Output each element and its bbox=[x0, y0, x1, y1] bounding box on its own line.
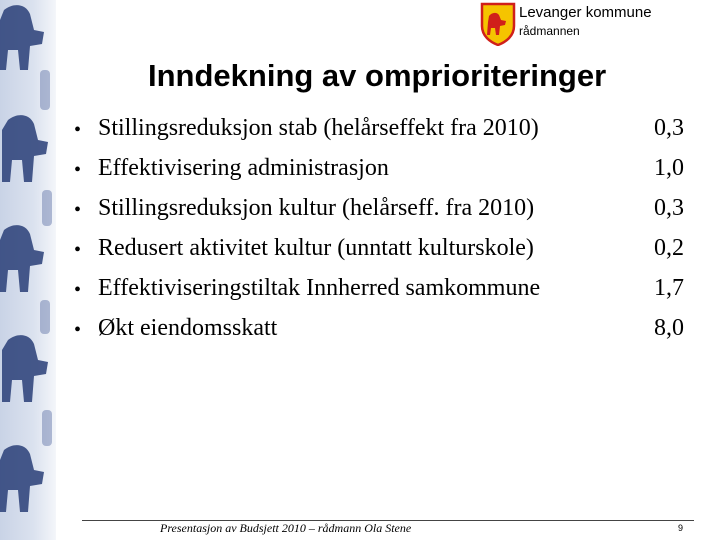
bullet-icon: • bbox=[74, 239, 82, 261]
bullet-icon: • bbox=[74, 279, 82, 301]
bullet-list bbox=[70, 113, 700, 353]
list-item bbox=[70, 113, 700, 153]
item-value: 1,7 bbox=[654, 275, 684, 301]
item-value: 1,0 bbox=[654, 155, 684, 181]
item-value: 0,3 bbox=[654, 115, 684, 141]
item-label: Effektivisering administrasjon bbox=[98, 155, 389, 181]
footer-caption: Presentasjon av Budsjett 2010 – rådmann Ola Stene bbox=[160, 521, 412, 535]
org-logo bbox=[480, 2, 720, 48]
item-label: Effektiviseringstiltak Innherred samkommune bbox=[98, 275, 541, 301]
bullet-icon: • bbox=[74, 199, 82, 221]
page-number: 9 bbox=[678, 523, 684, 533]
list-item bbox=[70, 153, 700, 193]
item-label: Stillingsreduksjon stab (helårseffekt fra 2010) bbox=[98, 115, 539, 141]
item-label: Stillingsreduksjon kultur (helårseff. fra 2010) bbox=[98, 195, 535, 221]
org-department: rådmannen bbox=[519, 24, 580, 38]
item-value: 0,3 bbox=[654, 195, 684, 221]
item-label: Økt eiendomsskatt bbox=[98, 315, 278, 341]
item-label: Redusert aktivitet kultur (unntatt kulturskole) bbox=[98, 235, 534, 261]
bullet-icon: • bbox=[74, 119, 82, 141]
decorative-horse-strip bbox=[0, 0, 56, 540]
shield-horse-icon bbox=[480, 2, 516, 46]
list-item bbox=[70, 273, 700, 313]
list-item bbox=[70, 233, 700, 273]
item-value: 0,2 bbox=[654, 235, 684, 261]
bullet-icon: • bbox=[74, 159, 82, 181]
org-name: Levanger kommune bbox=[519, 4, 652, 21]
horse-pattern-icon bbox=[0, 0, 56, 540]
list-item bbox=[70, 313, 700, 353]
slide-title: Inndekning av omprioriteringer bbox=[148, 58, 607, 93]
bullet-icon: • bbox=[74, 319, 82, 341]
item-value: 8,0 bbox=[654, 315, 684, 341]
list-item bbox=[70, 193, 700, 233]
